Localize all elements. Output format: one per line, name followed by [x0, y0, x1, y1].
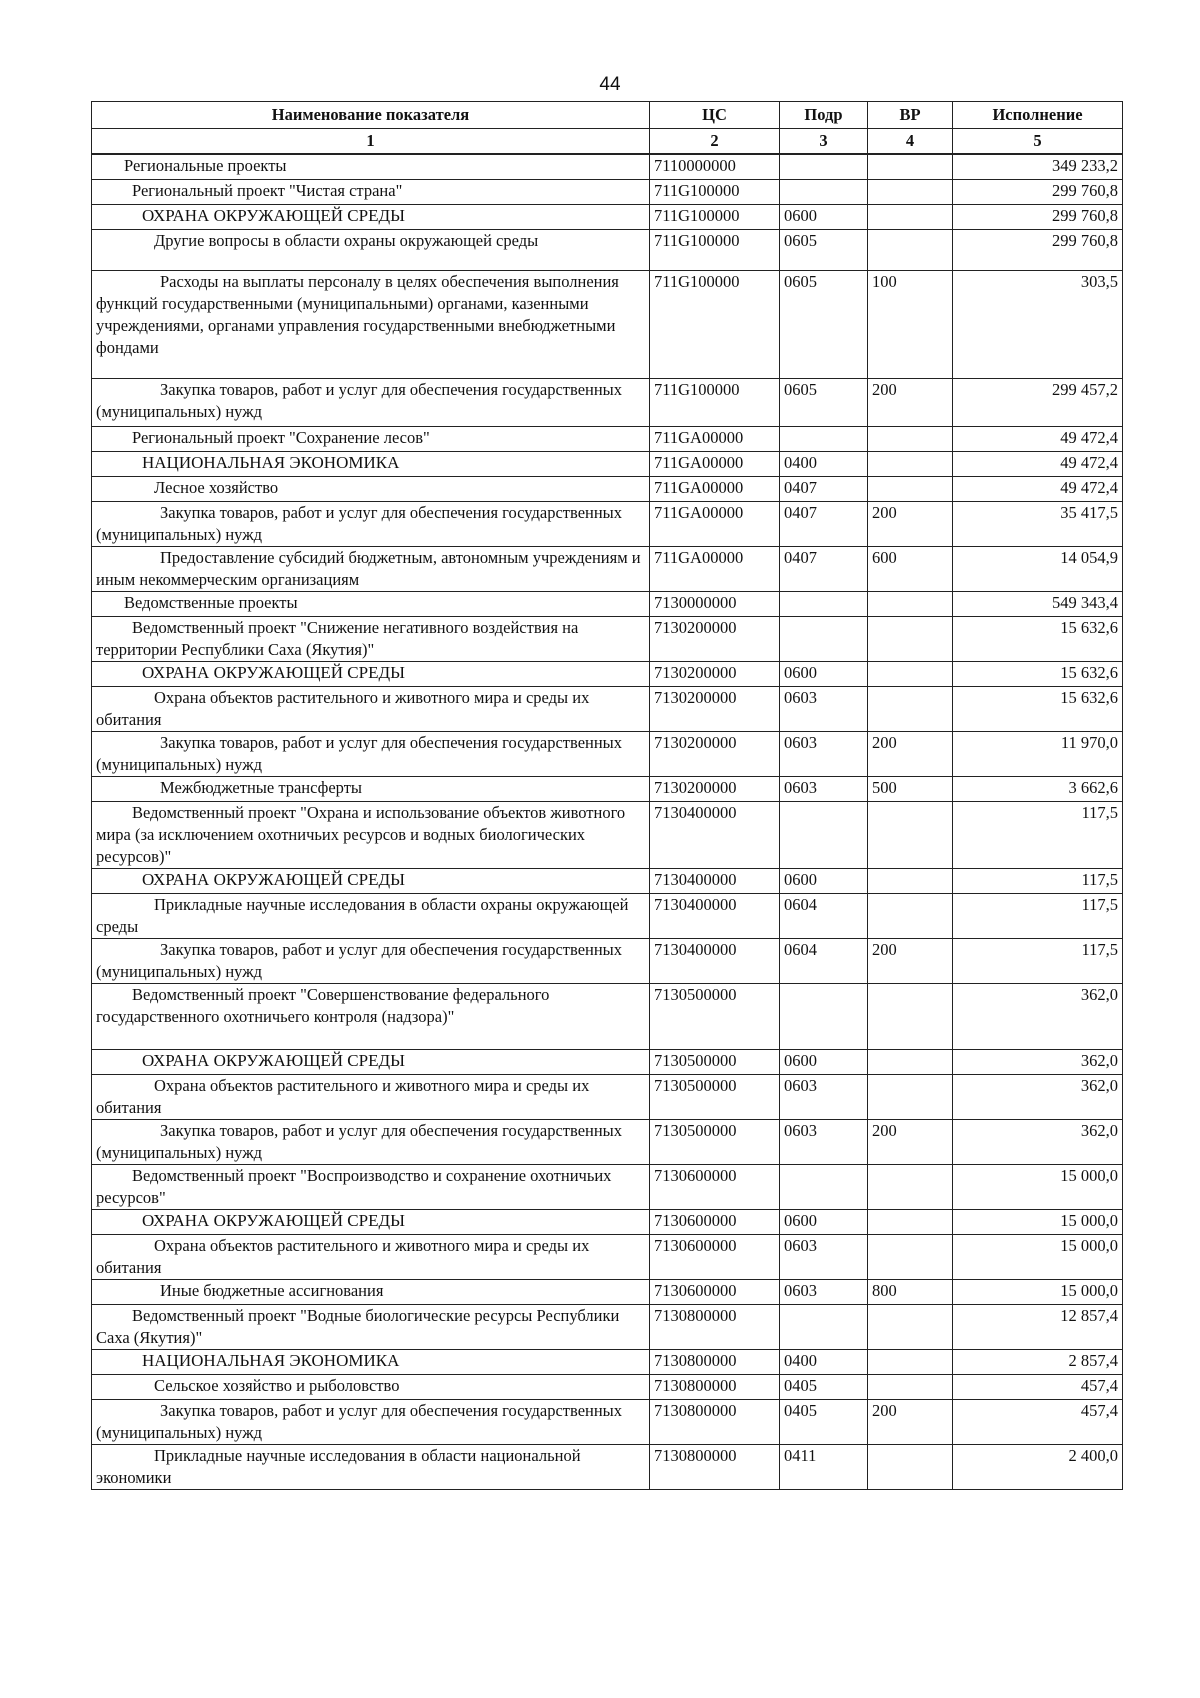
- row-amount: 362,0: [953, 1119, 1123, 1164]
- row-name: Региональные проекты: [92, 154, 650, 179]
- row-vr-code: 200: [868, 378, 953, 426]
- row-name: Ведомственный проект "Воспроизводство и сохранение охотничьих ресурсов": [92, 1164, 650, 1209]
- column-number: 2: [650, 129, 780, 155]
- table-row: [92, 378, 1123, 426]
- table-row: [92, 686, 1123, 731]
- table-row: [92, 1234, 1123, 1279]
- row-name: Предоставление субсидий бюджетным, автономным учреждениям и иным некоммерческим организациям: [92, 546, 650, 591]
- row-cs-code: 711GA00000: [650, 476, 780, 501]
- row-cs-code: 7130400000: [650, 801, 780, 868]
- row-podr-code: [780, 616, 868, 661]
- row-amount: 15 632,6: [953, 661, 1123, 686]
- row-amount: 15 000,0: [953, 1234, 1123, 1279]
- table-row: [92, 451, 1123, 476]
- table-row: [92, 1119, 1123, 1164]
- table-row: [92, 476, 1123, 501]
- table-row: [92, 1164, 1123, 1209]
- row-cs-code: 711GA00000: [650, 426, 780, 451]
- row-podr-code: 0407: [780, 546, 868, 591]
- row-name: Прикладные научные исследования в области национальной экономики: [92, 1444, 650, 1489]
- row-amount: 15 632,6: [953, 616, 1123, 661]
- row-podr-code: 0604: [780, 938, 868, 983]
- row-vr-code: 600: [868, 546, 953, 591]
- row-podr-code: 0603: [780, 776, 868, 801]
- column-number-row: [92, 129, 1123, 155]
- row-cs-code: 7130200000: [650, 661, 780, 686]
- row-amount: 49 472,4: [953, 426, 1123, 451]
- row-vr-code: [868, 893, 953, 938]
- row-cs-code: 7130800000: [650, 1349, 780, 1374]
- row-name: НАЦИОНАЛЬНАЯ ЭКОНОМИКА: [92, 1349, 650, 1374]
- table-row: [92, 1399, 1123, 1444]
- row-vr-code: [868, 179, 953, 204]
- row-amount: 117,5: [953, 893, 1123, 938]
- row-vr-code: [868, 229, 953, 270]
- row-podr-code: 0600: [780, 1049, 868, 1074]
- row-amount: 362,0: [953, 1074, 1123, 1119]
- row-amount: 49 472,4: [953, 451, 1123, 476]
- column-number: 5: [953, 129, 1123, 155]
- row-cs-code: 711G100000: [650, 270, 780, 378]
- table-row: [92, 270, 1123, 378]
- row-vr-code: [868, 154, 953, 179]
- row-podr-code: [780, 426, 868, 451]
- row-name: Закупка товаров, работ и услуг для обеспечения государственных (муниципальных) нужд: [92, 378, 650, 426]
- row-name: Закупка товаров, работ и услуг для обеспечения государственных (муниципальных) нужд: [92, 1119, 650, 1164]
- row-podr-code: 0603: [780, 731, 868, 776]
- row-podr-code: 0605: [780, 229, 868, 270]
- row-podr-code: 0400: [780, 1349, 868, 1374]
- header-vr: ВР: [868, 102, 953, 129]
- row-cs-code: 7130800000: [650, 1399, 780, 1444]
- row-amount: 35 417,5: [953, 501, 1123, 546]
- header-name: Наименование показателя: [92, 102, 650, 129]
- row-podr-code: 0400: [780, 451, 868, 476]
- row-vr-code: [868, 204, 953, 229]
- row-vr-code: [868, 661, 953, 686]
- row-name: Ведомственный проект "Снижение негативного воздействия на территории Республики Саха (Якутия)": [92, 616, 650, 661]
- row-cs-code: 7130200000: [650, 731, 780, 776]
- row-cs-code: 7130000000: [650, 591, 780, 616]
- row-amount: 299 760,8: [953, 229, 1123, 270]
- row-amount: 117,5: [953, 868, 1123, 893]
- row-amount: 457,4: [953, 1374, 1123, 1399]
- row-amount: 299 760,8: [953, 179, 1123, 204]
- table-row: [92, 938, 1123, 983]
- row-name: Охрана объектов растительного и животного мира и среды их обитания: [92, 1074, 650, 1119]
- row-podr-code: 0407: [780, 501, 868, 546]
- table-row: [92, 229, 1123, 270]
- row-cs-code: 7130200000: [650, 686, 780, 731]
- row-podr-code: 0603: [780, 1234, 868, 1279]
- row-amount: 303,5: [953, 270, 1123, 378]
- row-vr-code: [868, 686, 953, 731]
- row-cs-code: 711G100000: [650, 179, 780, 204]
- column-number: 1: [92, 129, 650, 155]
- table-row: [92, 501, 1123, 546]
- table-row: [92, 1074, 1123, 1119]
- row-podr-code: 0600: [780, 868, 868, 893]
- row-amount: 49 472,4: [953, 476, 1123, 501]
- row-cs-code: 711G100000: [650, 229, 780, 270]
- row-podr-code: 0600: [780, 1209, 868, 1234]
- row-name: Охрана объектов растительного и животного мира и среды их обитания: [92, 686, 650, 731]
- table-row: [92, 154, 1123, 179]
- row-vr-code: [868, 868, 953, 893]
- row-amount: 349 233,2: [953, 154, 1123, 179]
- row-podr-code: [780, 154, 868, 179]
- row-cs-code: 7130200000: [650, 616, 780, 661]
- table-row: [92, 179, 1123, 204]
- row-name: Охрана объектов растительного и животного мира и среды их обитания: [92, 1234, 650, 1279]
- row-amount: 299 457,2: [953, 378, 1123, 426]
- row-podr-code: 0405: [780, 1374, 868, 1399]
- budget-table: [91, 101, 1123, 1490]
- row-podr-code: 0600: [780, 661, 868, 686]
- row-cs-code: 7130800000: [650, 1304, 780, 1349]
- row-vr-code: [868, 1444, 953, 1489]
- table-row: [92, 1304, 1123, 1349]
- row-name: Сельское хозяйство и рыболовство: [92, 1374, 650, 1399]
- row-vr-code: [868, 1349, 953, 1374]
- row-podr-code: 0605: [780, 270, 868, 378]
- row-cs-code: 711G100000: [650, 378, 780, 426]
- row-amount: 299 760,8: [953, 204, 1123, 229]
- row-name: Прикладные научные исследования в области охраны окружающей среды: [92, 893, 650, 938]
- row-amount: 15 000,0: [953, 1209, 1123, 1234]
- header-amount: Исполнение: [953, 102, 1123, 129]
- row-podr-code: 0405: [780, 1399, 868, 1444]
- column-number: 4: [868, 129, 953, 155]
- table-row: [92, 731, 1123, 776]
- row-cs-code: 7130400000: [650, 893, 780, 938]
- row-name: ОХРАНА ОКРУЖАЮЩЕЙ СРЕДЫ: [92, 1209, 650, 1234]
- row-podr-code: 0604: [780, 893, 868, 938]
- row-podr-code: 0605: [780, 378, 868, 426]
- header-row: [92, 102, 1123, 129]
- table-row: [92, 661, 1123, 686]
- row-amount: 2 857,4: [953, 1349, 1123, 1374]
- row-name: Ведомственный проект "Совершенствование федерального государственного охотничьего контроля (надзора)": [92, 983, 650, 1049]
- row-cs-code: 7130800000: [650, 1444, 780, 1489]
- row-cs-code: 7130500000: [650, 1074, 780, 1119]
- table-row: [92, 983, 1123, 1049]
- row-amount: 549 343,4: [953, 591, 1123, 616]
- row-name: Лесное хозяйство: [92, 476, 650, 501]
- row-vr-code: 500: [868, 776, 953, 801]
- table-row: [92, 1444, 1123, 1489]
- row-cs-code: 711GA00000: [650, 451, 780, 476]
- row-name: Расходы на выплаты персоналу в целях обеспечения выполнения функций государственными (муниципальными) органами, казенными учреждениями, органами управления государственными внебюджетными фондами: [92, 270, 650, 378]
- row-amount: 15 000,0: [953, 1164, 1123, 1209]
- row-amount: 12 857,4: [953, 1304, 1123, 1349]
- row-podr-code: [780, 1164, 868, 1209]
- row-cs-code: 711GA00000: [650, 546, 780, 591]
- table-row: [92, 591, 1123, 616]
- row-vr-code: 200: [868, 938, 953, 983]
- table-row: [92, 868, 1123, 893]
- row-name: Ведомственный проект "Водные биологические ресурсы Республики Саха (Якутия)": [92, 1304, 650, 1349]
- row-vr-code: 200: [868, 1119, 953, 1164]
- table-row: [92, 776, 1123, 801]
- row-name: Региональный проект "Сохранение лесов": [92, 426, 650, 451]
- row-vr-code: 100: [868, 270, 953, 378]
- row-podr-code: 0600: [780, 204, 868, 229]
- table-row: [92, 1374, 1123, 1399]
- row-name: Межбюджетные трансферты: [92, 776, 650, 801]
- row-cs-code: 7130400000: [650, 868, 780, 893]
- row-vr-code: [868, 451, 953, 476]
- row-podr-code: 0603: [780, 1119, 868, 1164]
- table-row: [92, 546, 1123, 591]
- row-vr-code: [868, 1209, 953, 1234]
- row-amount: 457,4: [953, 1399, 1123, 1444]
- table-row: [92, 426, 1123, 451]
- row-vr-code: [868, 1049, 953, 1074]
- row-podr-code: [780, 1304, 868, 1349]
- row-name: НАЦИОНАЛЬНАЯ ЭКОНОМИКА: [92, 451, 650, 476]
- row-vr-code: [868, 616, 953, 661]
- row-amount: 15 632,6: [953, 686, 1123, 731]
- table-row: [92, 801, 1123, 868]
- table-row: [92, 616, 1123, 661]
- row-amount: 2 400,0: [953, 1444, 1123, 1489]
- row-vr-code: 200: [868, 731, 953, 776]
- row-podr-code: 0603: [780, 686, 868, 731]
- row-cs-code: 7130600000: [650, 1279, 780, 1304]
- row-name: Закупка товаров, работ и услуг для обеспечения государственных (муниципальных) нужд: [92, 501, 650, 546]
- row-amount: 117,5: [953, 801, 1123, 868]
- row-cs-code: 7130600000: [650, 1209, 780, 1234]
- row-name: ОХРАНА ОКРУЖАЮЩЕЙ СРЕДЫ: [92, 204, 650, 229]
- row-vr-code: [868, 476, 953, 501]
- header-podr: Подр: [780, 102, 868, 129]
- row-podr-code: 0407: [780, 476, 868, 501]
- row-podr-code: [780, 591, 868, 616]
- row-name: Региональный проект "Чистая страна": [92, 179, 650, 204]
- row-vr-code: [868, 983, 953, 1049]
- row-amount: 362,0: [953, 1049, 1123, 1074]
- row-cs-code: 7130800000: [650, 1374, 780, 1399]
- row-cs-code: 7130500000: [650, 1119, 780, 1164]
- row-amount: 362,0: [953, 983, 1123, 1049]
- table-row: [92, 204, 1123, 229]
- row-vr-code: [868, 591, 953, 616]
- column-number: 3: [780, 129, 868, 155]
- row-vr-code: [868, 1074, 953, 1119]
- row-name: Закупка товаров, работ и услуг для обеспечения государственных (муниципальных) нужд: [92, 938, 650, 983]
- row-podr-code: [780, 983, 868, 1049]
- row-podr-code: 0603: [780, 1074, 868, 1119]
- row-name: Закупка товаров, работ и услуг для обеспечения государственных (муниципальных) нужд: [92, 731, 650, 776]
- row-cs-code: 7130200000: [650, 776, 780, 801]
- row-name: Закупка товаров, работ и услуг для обеспечения государственных (муниципальных) нужд: [92, 1399, 650, 1444]
- row-podr-code: 0603: [780, 1279, 868, 1304]
- row-name: ОХРАНА ОКРУЖАЮЩЕЙ СРЕДЫ: [92, 1049, 650, 1074]
- row-vr-code: [868, 1164, 953, 1209]
- row-podr-code: [780, 179, 868, 204]
- row-name: Иные бюджетные ассигнования: [92, 1279, 650, 1304]
- row-cs-code: 7110000000: [650, 154, 780, 179]
- row-cs-code: 7130500000: [650, 1049, 780, 1074]
- row-vr-code: 200: [868, 501, 953, 546]
- row-vr-code: [868, 1374, 953, 1399]
- row-podr-code: 0411: [780, 1444, 868, 1489]
- row-amount: 11 970,0: [953, 731, 1123, 776]
- row-amount: 117,5: [953, 938, 1123, 983]
- page-number: 44: [599, 74, 621, 95]
- row-vr-code: [868, 801, 953, 868]
- row-cs-code: 7130400000: [650, 938, 780, 983]
- header-cs: ЦС: [650, 102, 780, 129]
- table-row: [92, 1279, 1123, 1304]
- row-amount: 3 662,6: [953, 776, 1123, 801]
- table-row: [92, 893, 1123, 938]
- row-cs-code: 711GA00000: [650, 501, 780, 546]
- row-vr-code: 200: [868, 1399, 953, 1444]
- row-podr-code: [780, 801, 868, 868]
- row-vr-code: [868, 426, 953, 451]
- table-row: [92, 1349, 1123, 1374]
- row-name: ОХРАНА ОКРУЖАЮЩЕЙ СРЕДЫ: [92, 868, 650, 893]
- row-cs-code: 7130600000: [650, 1164, 780, 1209]
- row-vr-code: [868, 1304, 953, 1349]
- row-name: ОХРАНА ОКРУЖАЮЩЕЙ СРЕДЫ: [92, 661, 650, 686]
- row-cs-code: 7130600000: [650, 1234, 780, 1279]
- table-row: [92, 1209, 1123, 1234]
- row-amount: 14 054,9: [953, 546, 1123, 591]
- row-amount: 15 000,0: [953, 1279, 1123, 1304]
- row-cs-code: 711G100000: [650, 204, 780, 229]
- table-row: [92, 1049, 1123, 1074]
- row-name: Ведомственные проекты: [92, 591, 650, 616]
- row-vr-code: 800: [868, 1279, 953, 1304]
- row-cs-code: 7130500000: [650, 983, 780, 1049]
- row-name: Ведомственный проект "Охрана и использование объектов животного мира (за исключением охотничьих ресурсов и водных биологических ресурсов)": [92, 801, 650, 868]
- row-vr-code: [868, 1234, 953, 1279]
- row-name: Другие вопросы в области охраны окружающей среды: [92, 229, 650, 270]
